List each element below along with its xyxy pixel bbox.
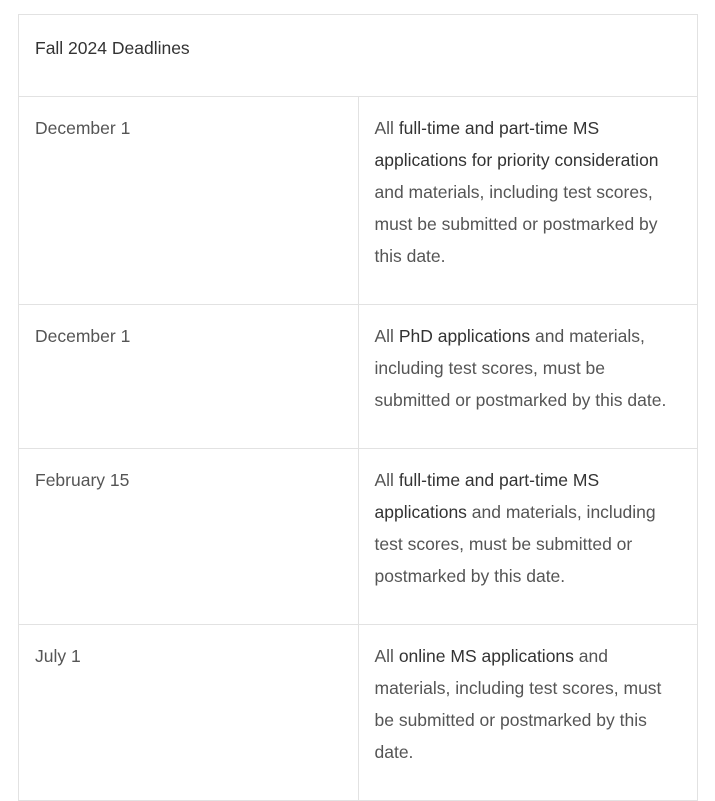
description-prefix: All xyxy=(374,118,399,138)
table-header-row xyxy=(19,15,698,97)
deadline-date: December 1 xyxy=(19,305,359,449)
deadline-date: December 1 xyxy=(19,97,359,305)
application-type: full-time and part-time MS applications xyxy=(374,470,600,522)
deadlines-table-container xyxy=(18,14,698,801)
description-rest: and materials, including test scores, must be submitted or postmarked by this date. xyxy=(374,182,658,266)
deadline-description xyxy=(358,449,698,625)
table-row xyxy=(19,449,698,625)
description-prefix: All xyxy=(374,646,399,666)
description-prefix: All xyxy=(374,470,399,490)
table-row xyxy=(19,305,698,449)
table-title: Fall 2024 Deadlines xyxy=(19,15,698,97)
deadline-date: July 1 xyxy=(19,625,359,801)
application-type: PhD applications xyxy=(398,326,531,346)
application-type: online MS applications xyxy=(398,646,574,666)
application-type: full-time and part-time MS applications for priority consideration xyxy=(374,118,659,170)
description-rest: and materials, including test scores, must be submitted or postmarked by this date. xyxy=(374,502,656,586)
table-row xyxy=(19,625,698,801)
description-rest: and materials, including test scores, must be submitted or postmarked by this date. xyxy=(374,646,662,762)
deadlines-table xyxy=(18,14,698,801)
description-prefix: All xyxy=(374,326,399,346)
deadline-description xyxy=(358,97,698,305)
deadline-description xyxy=(358,625,698,801)
description-rest: and materials, including test scores, must be submitted or postmarked by this date. xyxy=(374,326,667,410)
deadline-description xyxy=(358,305,698,449)
table-row xyxy=(19,97,698,305)
deadline-date: February 15 xyxy=(19,449,359,625)
